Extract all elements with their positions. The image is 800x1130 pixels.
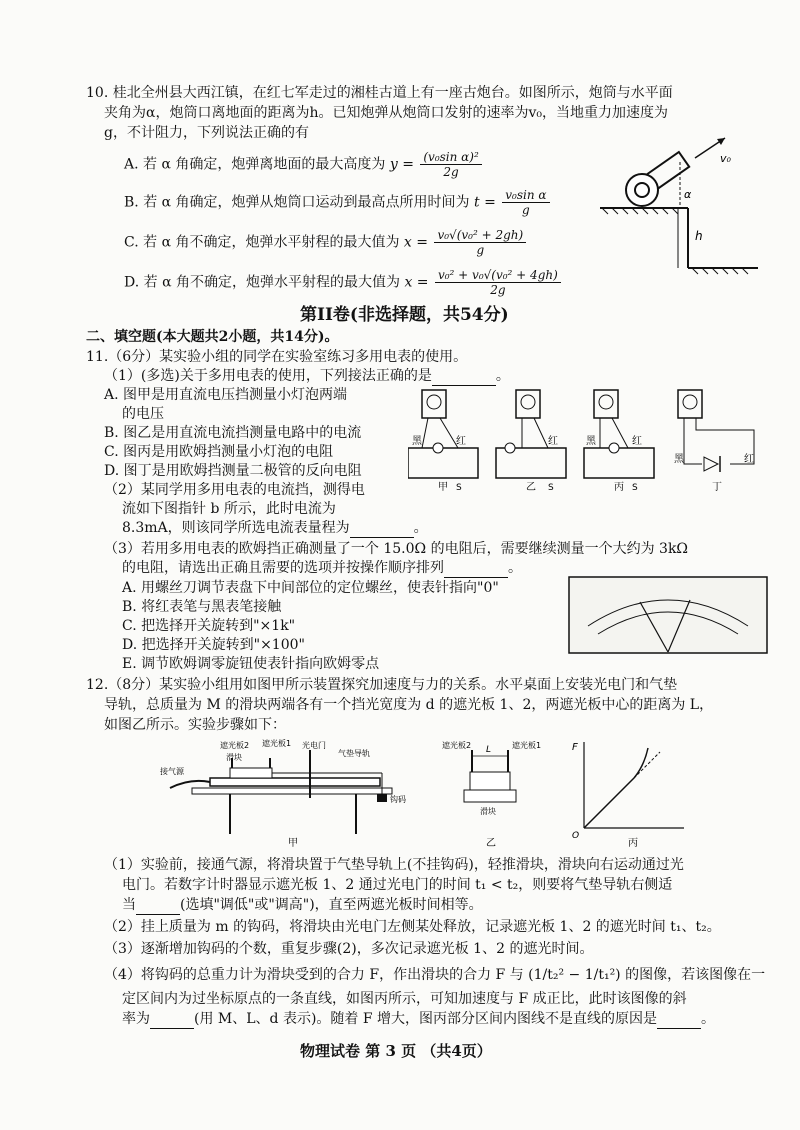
apparatus-jia [160, 738, 406, 849]
yi-caption: 乙 [486, 838, 496, 849]
q12-step3: （3）逐渐增加钩码的个数，重复步骤(2)，多次记录遮光板 1、2 的遮光时间。 [104, 941, 594, 957]
jia-slider-label: 滑块 [226, 753, 242, 762]
bing-F-label: F [572, 742, 578, 753]
yi-shade2-label: 遮光板2 [442, 741, 472, 750]
q12-step4-pre: （4）将钩码的总重力计为滑块受到的合力 F，作出滑块的合力 F 与 [104, 967, 524, 983]
q10-option-b [124, 188, 550, 217]
meter-dial-frame [569, 577, 767, 653]
bing-s-label: S [632, 483, 638, 493]
q11-part1-end: 。 [495, 368, 510, 384]
q10-option-a-formula [420, 150, 481, 179]
q11-option-a-line2: 的电压 [122, 406, 164, 422]
yi-s-label: S [548, 483, 554, 493]
hook-weight [377, 794, 387, 802]
ding-black-label: 黑 [674, 454, 684, 465]
q11-option-b: B. 图乙是用直流电流挡测量电路中的电流 [104, 425, 362, 441]
q11-step-b: B. 将红表笔与黑表笔接触 [122, 599, 282, 615]
q12-step4-slope-pre: 率为 [122, 1011, 150, 1027]
apparatus-yi [442, 740, 541, 849]
jia-gate-label: 光电门 [302, 741, 326, 750]
jia-shade1-label: 遮光板1 [262, 739, 292, 748]
jia-air-label: 接气源 [160, 767, 184, 776]
jia-red-label: 红 [456, 436, 466, 447]
q11-option-d: D. 图丁是用欧姆挡测量二极管的反向电阻 [104, 463, 362, 479]
q11-option-c: C. 图丙是用欧姆挡测量小灯泡的电阻 [104, 444, 334, 460]
jia-s-label: S [456, 483, 462, 493]
q10-option-a [124, 150, 482, 179]
q10-option-b-formula [502, 188, 549, 217]
yi-slider [470, 772, 510, 790]
velocity-arrow-head [717, 138, 725, 145]
meter-dial-figure [568, 576, 768, 654]
q12-stem-line3: 如图乙所示。实验步骤如下： [104, 717, 286, 733]
bing-red-label: 红 [632, 436, 642, 447]
circuit-bing [584, 390, 654, 493]
q10-stem-line3: g，不计阻力，下列说法正确的有 [104, 125, 309, 141]
yi-track [464, 790, 516, 802]
q10-a-num: (v₀sin α)² [420, 150, 481, 165]
q12-step1-line2: 电门。若数字计时器显示遮光板 1、2 通过光电门的时间 t₁ < t₂，则要将气垫导轨右侧适 [122, 877, 673, 893]
q12-apparatus-figure [160, 738, 760, 850]
q10-stem-line2: 夹角为α，炮筒口离地面的距离为h。已知炮弹从炮筒口发射的速率为v₀，当地重力加速度为 [104, 105, 668, 121]
jia-caption: 甲 [288, 838, 298, 849]
q12-step4-reason-text: (用 M、L、d 表示)。随着 F 增大，图丙部分区间内图线不是直线的原因是 [194, 1011, 658, 1027]
q12-step1-pre: 当 [122, 897, 136, 913]
q10-option-c-formula [434, 228, 526, 257]
q10-b-num: v₀sin α [502, 188, 549, 203]
table-top [192, 788, 392, 794]
yi-slider-label: 滑块 [480, 807, 496, 816]
q11-part2-blank[interactable] [350, 523, 414, 538]
part-two-title: 第II卷(非选择题，共54分) [300, 305, 509, 325]
q11-part1-text: （1）(多选)关于多用电表的使用，下列接法正确的是 [104, 368, 432, 384]
q12-step1-line3 [122, 896, 483, 915]
q11-part3-blank[interactable] [444, 563, 508, 578]
q11-part1-blank[interactable] [432, 371, 496, 386]
jia-label: 甲 [438, 482, 448, 493]
q10-c-den: g [476, 243, 485, 257]
q12-step2: （2）挂上质量为 m 的钩码，将滑块由光电门左侧某处释放，记录遮光板 1、2 的遮光时间 t₁、t₂。 [104, 919, 721, 935]
q12-step1-line1: （1）实验前，接通气源，将滑块置于气垫导轨上(不挂钩码)，轻推滑块，滑块向右运动通过光 [104, 857, 684, 873]
q10-c-num: v₀√(v₀² + 2gh) [434, 228, 526, 243]
q11-part2-line3 [122, 519, 428, 538]
q11-step-c: C. 把选择开关旋转到"×1k" [122, 618, 296, 634]
q10-option-d-text: D. 若 α 角不确定，炮弹水平射程的最大值为 [124, 274, 400, 291]
q10-d-num: v₀² + v₀√(v₀² + 4gh) [435, 268, 561, 283]
jia-shade2-label: 遮光板2 [220, 741, 250, 750]
q12-step4-formula: (1/t₂² − 1/t₁²) [528, 967, 621, 983]
velocity-label: v₀ [720, 152, 731, 165]
q12-step4-reason-blank[interactable] [657, 1014, 701, 1029]
q11-step-d: D. 把选择开关旋转到"×100" [122, 637, 305, 653]
page-footer: 物理试卷 第 3 页 （共4页） [300, 1042, 492, 1060]
jia-weight-label: 钩码 [390, 795, 406, 804]
slider [230, 768, 272, 778]
q12-step4-slope-blank[interactable] [150, 1014, 194, 1029]
q10-stem-line1: 10. 桂北全州县大西江镇，在红七军走过的湘桂古道上有一座古炮台。如图所示，炮筒与水平面 [86, 85, 673, 101]
q10-option-d-formula [435, 268, 561, 297]
jia-track-label: 气垫导轨 [338, 749, 370, 758]
q12-step1-blank[interactable] [136, 900, 180, 915]
q10-option-a-text: A. 若 α 角确定，炮弹离地面的最大高度为 [124, 156, 386, 173]
graph-bing [572, 742, 684, 849]
bing-label: 丙 [614, 482, 624, 493]
air-hose [170, 781, 210, 788]
bing-curved-part [634, 748, 648, 778]
multimeter-circuits-figure [408, 386, 768, 496]
q12-step1-post: (选填"调低"或"调高")，直至两遮光板时间相等。 [180, 897, 483, 913]
q11-part3-line2 [122, 559, 522, 578]
q10-option-b-lhs: t = [474, 194, 496, 211]
q12-step4-end: 。 [701, 1011, 716, 1027]
alpha-label: α [684, 188, 692, 201]
q11-part3-line1: （3）若用多用电表的欧姆挡正确测量了一个 15.0Ω 的电阻后，需要继续测量一个大约为 3kΩ [104, 541, 689, 557]
cannon-hatch [602, 208, 748, 274]
ding-label: 丁 [712, 482, 722, 493]
q10-option-c-text: C. 若 α 角不确定，炮弹水平射程的最大值为 [124, 234, 400, 251]
q12-step4-post: 的图像，若该图像在一 [625, 967, 766, 983]
q12-stem-line2: 导轨，总质量为 M 的滑块两端各有一个挡光宽度为 d 的遮光板 1、2，两遮光板中心的距离为 L， [104, 697, 714, 713]
section-fill-in-title: 二、填空题(本大题共2小题，共14分)。 [86, 329, 339, 345]
yi-label: 乙 [526, 482, 536, 493]
q11-option-a-line1: A. 图甲是用直流电压挡测量小灯泡两端 [104, 387, 348, 403]
q11-part2-text: 8.3mA，则该同学所选电流表量程为 [122, 520, 350, 536]
circuit-jia [408, 390, 478, 493]
yi-shade1-label: 遮光板1 [512, 741, 542, 750]
height-label: h [695, 229, 703, 243]
bing-extension [634, 752, 660, 778]
air-track [210, 778, 380, 786]
jia-black-label: 黑 [412, 436, 422, 447]
q11-stem: 11.（6分）某实验小组的同学在实验室练习多用电表的使用。 [86, 349, 468, 365]
q11-part2-end: 。 [413, 520, 428, 536]
cannon-wheel [626, 174, 658, 206]
yi-red-label: 红 [548, 436, 558, 447]
circuit-yi [496, 390, 566, 493]
bing-O-label: O [572, 831, 580, 841]
q10-option-c [124, 228, 526, 257]
q11-step-e: E. 调节欧姆调零旋钮使表针指向欧姆零点 [122, 656, 380, 672]
bing-black-label: 黑 [586, 436, 596, 447]
q10-option-c-lhs: x = [403, 234, 428, 251]
q11-part2-line1: （2）某同学用多用电表的电流挡，测得电 [104, 482, 365, 498]
q12-step4-line2: 定区间内为过坐标原点的一条直线，如图丙所示，可知加速度与 F 成正比，此时该图像的斜 [122, 991, 687, 1007]
q10-b-den: g [522, 203, 530, 217]
q10-option-a-lhs: y = [389, 156, 414, 173]
q11-step-a: A. 用螺丝刀调节表盘下中间部位的定位螺丝，使表针指向"0" [122, 580, 499, 596]
q12-stem-line1: 12.（8分）某实验小组用如图甲所示装置探究加速度与力的关系。水平桌面上安装光电门和气垫 [86, 677, 678, 693]
q12-step4-line3 [122, 1010, 715, 1029]
q11-part3-text: 的电阻，请选出正确且需要的选项并按操作顺序排列 [122, 560, 444, 576]
bing-caption: 丙 [628, 838, 638, 849]
q12-step4-line1 [104, 966, 765, 985]
q11-part1 [104, 367, 510, 386]
q10-a-den: 2g [443, 165, 459, 179]
q10-option-b-text: B. 若 α 角确定，炮弹从炮筒口运动到最高点所用时间为 [124, 194, 470, 211]
q10-option-d-lhs: x = [404, 274, 429, 291]
q10-option-d [124, 268, 561, 297]
q11-part2-line2: 流如下图指针 b 所示，此时电流为 [122, 501, 336, 517]
bing-straight-part [584, 778, 634, 828]
q10-d-den: 2g [490, 283, 506, 297]
ding-red-label: 红 [744, 454, 754, 465]
q11-part3-end: 。 [508, 560, 522, 576]
yi-L-label: L [486, 745, 492, 755]
cannon-figure [600, 128, 760, 278]
circuit-ding [674, 390, 754, 493]
